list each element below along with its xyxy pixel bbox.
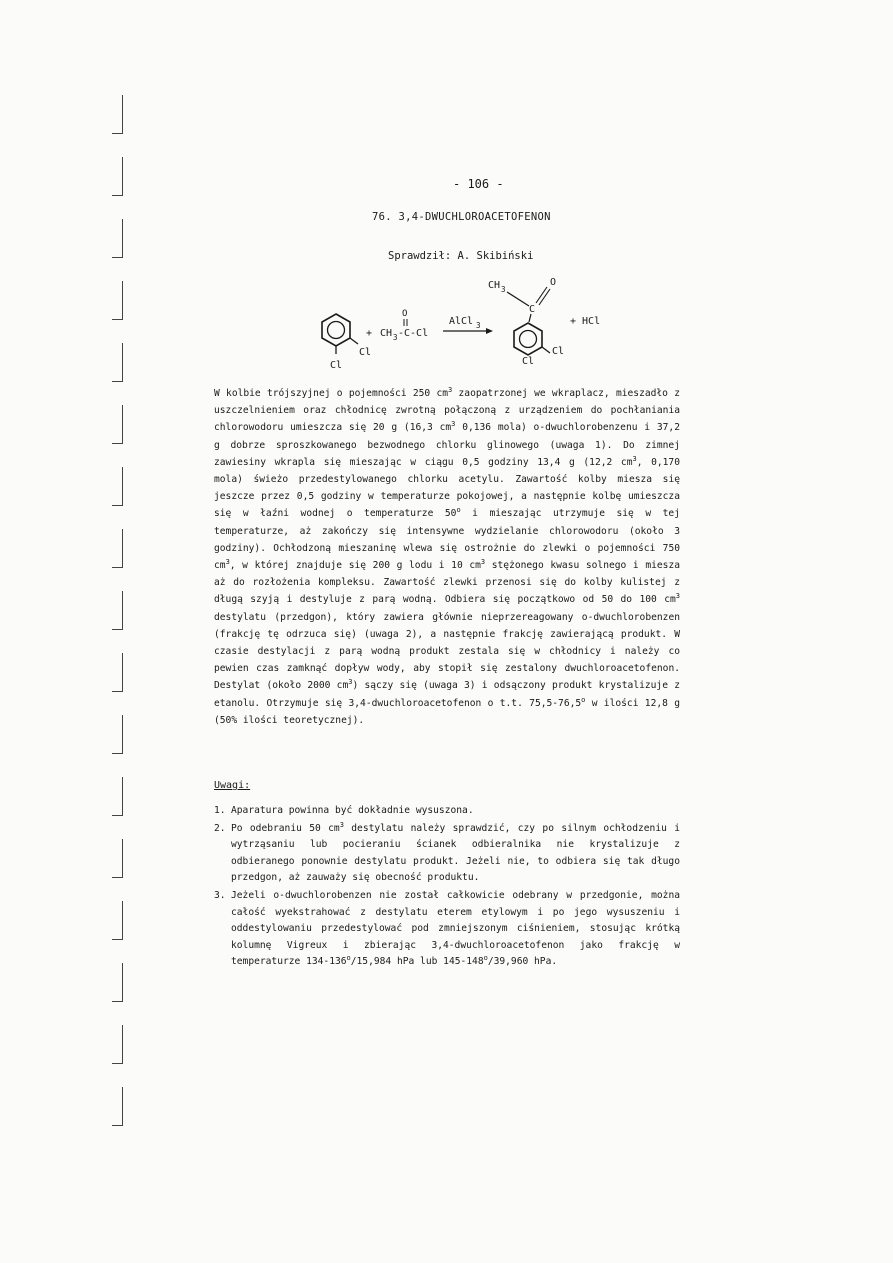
note-text: /15,984 hPa lub 145-148 bbox=[350, 956, 484, 968]
reactant-cl-label: Cl bbox=[330, 360, 343, 371]
binding-mark bbox=[112, 963, 123, 1002]
product-cl-label: Cl bbox=[552, 346, 565, 357]
paragraph-text: stężonego kwasu solnego i miesza aż do rozłożenia kompleksu. Zawartość zlewki przenosi się do kolby kulistej z długą szyją i destyluje z parą wodną. Odbiera się początkowo od 50 do 100 cm bbox=[214, 560, 680, 606]
note-number: 3. bbox=[214, 889, 226, 901]
paragraph-text: ) sączy się (uwaga 3) i odsączony produkt krystalizuje z etanolu. Otrzymuje się 3,4-dwuchloroacetofenon o t.t. 75,5-76,5 bbox=[214, 680, 680, 709]
binding-mark bbox=[112, 591, 123, 630]
note-text: Po odebraniu 50 cm bbox=[231, 822, 340, 834]
binding-mark bbox=[112, 467, 123, 506]
reagent-label: -C-Cl bbox=[398, 328, 429, 339]
paragraph-text: , 0,170 mola) świeżo przedestylowanego chlorku acetylu. Zawartość kolby miesza się jeszcze przez 0,5 godziny w temperaturze pokojowej, a następnie kolbę umieszcza się w łaźni wodnej o temperaturze 50 bbox=[214, 456, 680, 520]
note-item bbox=[214, 888, 680, 971]
reactant-cl-label: Cl bbox=[359, 347, 372, 358]
note-text: destylatu należy sprawdzić, czy po silnym ochłodzeniu i wytrząsaniu lub pocieraniu ścianek odbieralnika nie krystalizuje z odbieranego ponownie destylatu produkt. Jeżeli nie, to odbiera się tak długo przedgon, aż zauważy się obecność produktu. bbox=[231, 822, 680, 884]
binding-mark bbox=[112, 653, 123, 692]
binding-mark bbox=[112, 157, 123, 196]
benzene-ring-product bbox=[514, 323, 550, 355]
superscript: 3 bbox=[480, 557, 486, 566]
notes-list bbox=[214, 803, 680, 972]
note-number: 2. bbox=[214, 822, 226, 834]
note-text: Aparatura powinna być dokładnie wysuszona. bbox=[231, 805, 474, 816]
note-item bbox=[214, 821, 680, 887]
product-ch3-subscript: 3 bbox=[501, 285, 506, 294]
superscript: o bbox=[456, 506, 461, 515]
page-title: 76. 3,4-DWUCHLOROACETOFENON bbox=[372, 211, 551, 223]
checked-by: Sprawdził: A. Skibiński bbox=[388, 250, 534, 262]
product-carbon-label: C bbox=[529, 304, 536, 315]
superscript: o bbox=[346, 954, 351, 963]
paragraph-text: destylatu (przedgon), który zawiera głównie nieprzereagowany o-dwuchlorobenzen (frakcję tę odrzuca się) (uwaga 2), a następnie frakcję zawierającą produkt. W czasie destylacji z parą wodną produkt zestala się w chłodnicy i należy co pewien czas zamknąć dopływ wody, aby stopił się zestalony dwuchloroacetofenon. Destylat (około 2000 cm bbox=[214, 611, 680, 692]
catalyst-label: AlCl bbox=[449, 316, 474, 327]
byproduct-label: + HCl bbox=[570, 316, 601, 327]
binding-mark bbox=[112, 343, 123, 382]
binding-mark bbox=[112, 1025, 123, 1064]
reagent-subscript: 3 bbox=[393, 333, 398, 342]
reagent-oxygen: O bbox=[402, 309, 408, 319]
note-text: /39,960 hPa. bbox=[487, 956, 558, 968]
superscript: 3 bbox=[348, 678, 353, 687]
product-oxygen-label: O bbox=[550, 277, 557, 288]
binding-mark bbox=[112, 219, 123, 258]
superscript: 3 bbox=[448, 385, 453, 394]
paragraph-text: , w której znajduje się 200 g lodu i 10 cm bbox=[229, 560, 481, 572]
product-cl-label: Cl bbox=[522, 356, 535, 367]
reaction-scheme bbox=[300, 272, 630, 377]
paragraph-text: i mieszając utrzymuje się w tej temperaturze, aż zakończy się intensywne wydzielanie chlorowodoru (około 3 godziny). Ochłodzoną mieszaninę wlewa się ostrożnie do zlewki o pojemności 750 cm bbox=[214, 508, 680, 572]
note-text: Jeżeli o-dwuchlorobenzen nie został całkowicie odebrany w przedgonie, można całość wyekstrahować z destylatu eterem etylowym i po jego wysuszeniu i oddestylowaniu przedestylować pod zmniejszonym ciśnieniem, stosując krótką kolumnę Vigreux i zbierając 3,4-dwuchloroacetofenon jako frakcję w temperaturze 134-136 bbox=[231, 889, 680, 968]
binding-mark bbox=[112, 405, 123, 444]
superscript: 3 bbox=[451, 420, 456, 429]
paragraph-text: w ilości 12,8 g (50% ilości teoretycznej). bbox=[214, 697, 680, 726]
page-number: - 106 - bbox=[453, 177, 504, 191]
superscript: 3 bbox=[632, 454, 637, 463]
plus-sign: + bbox=[366, 328, 373, 339]
binding-mark bbox=[112, 281, 123, 320]
paragraph-text: W kolbie trójszyjnej o pojemności 250 cm bbox=[214, 388, 449, 399]
superscript: 3 bbox=[339, 820, 344, 829]
binding-marks bbox=[98, 95, 126, 1175]
reagent-ch-label: CH bbox=[380, 328, 393, 339]
binding-mark bbox=[112, 839, 123, 878]
binding-mark bbox=[112, 901, 123, 940]
superscript: o bbox=[483, 954, 488, 963]
binding-mark bbox=[112, 529, 123, 568]
paragraph-text: 0,136 mola) o-dwuchlorobenzenu i 37,2 g dobrze sproszkowanego bezwodnego chlorku glinowego (uwaga 1). Do zimnej zawiesiny wkrapla się mieszając w ciągu 0,5 godziny 13,4 g (12,2 cm bbox=[214, 422, 680, 468]
procedure-paragraph bbox=[214, 385, 680, 729]
notes-heading: Uwagi: bbox=[214, 780, 251, 791]
binding-mark bbox=[112, 95, 123, 134]
binding-mark bbox=[112, 777, 123, 816]
paragraph-text: zaopatrzonej we wkraplacz, mieszadło z uszczelnieniem oraz chłodnicę zwrotną połączoną z urządzeniem do pochłaniania chlorowodoru umieszcza się 20 g (16,3 cm bbox=[214, 388, 680, 434]
catalyst-subscript: 3 bbox=[476, 321, 481, 330]
note-number: 1. bbox=[214, 805, 226, 816]
note-item bbox=[214, 803, 680, 820]
binding-mark bbox=[112, 1087, 123, 1126]
superscript: 3 bbox=[225, 557, 230, 566]
superscript: 3 bbox=[675, 592, 680, 601]
binding-mark bbox=[112, 715, 123, 754]
product-ch3-label: CH bbox=[488, 280, 501, 291]
benzene-ring-reactant bbox=[322, 314, 358, 354]
superscript: o bbox=[581, 695, 586, 704]
